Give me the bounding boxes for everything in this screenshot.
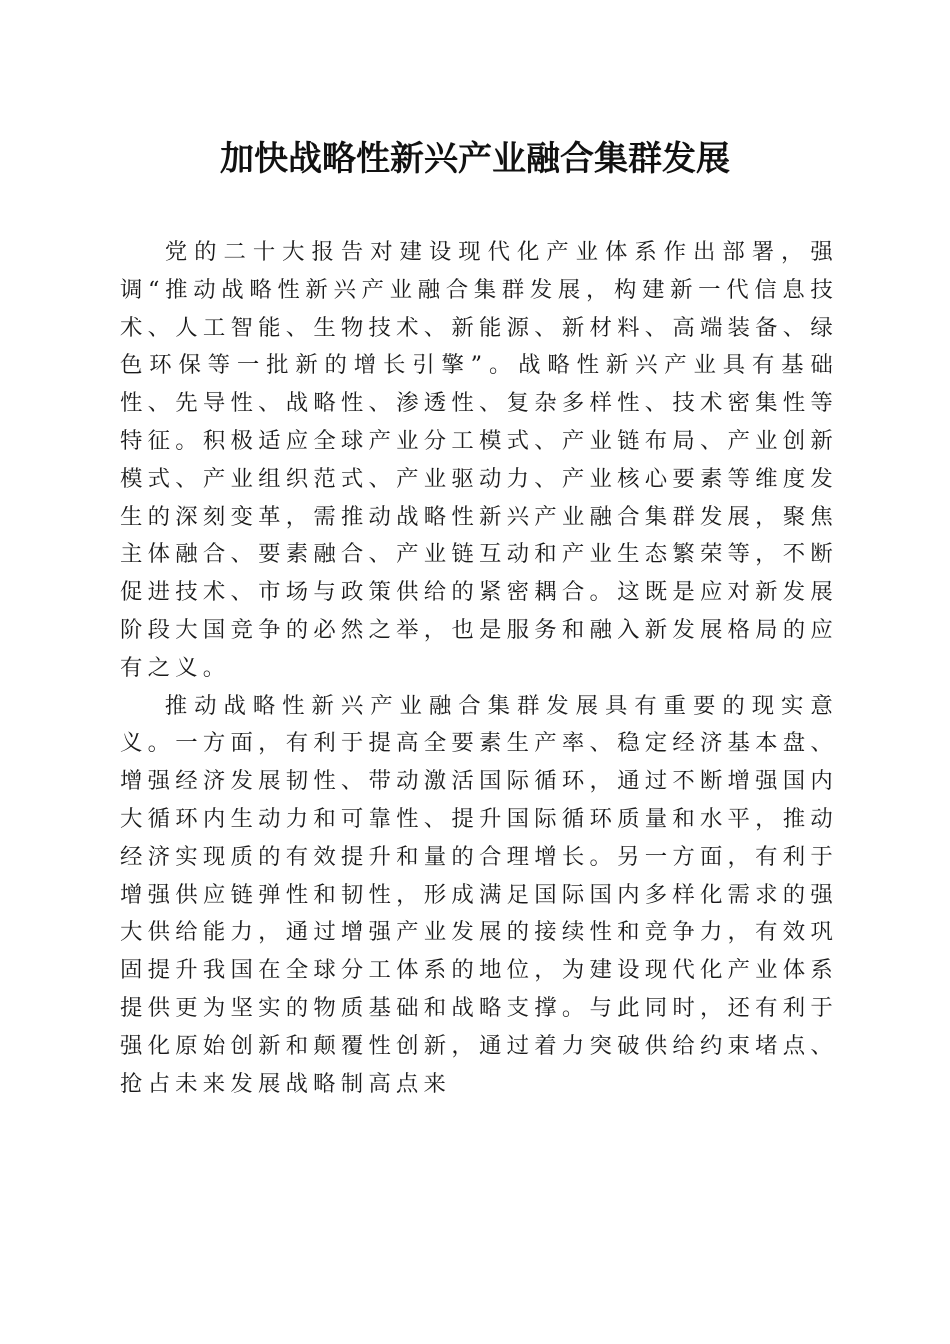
- document-title: 加快战略性新兴产业融合集群发展: [220, 139, 730, 179]
- paragraph-1: 党的二十大报告对建设现代化产业体系作出部署，强调“推动战略性新兴产业融合集群发展，构建新一代信息技术、人工智能、生物技术、新能源、新材料、高端装备、绿色环保等一批新的增长引擎”。战略性新兴产业具有基础性、先导性、战略性、渗透性、复杂多样性、技术密集性等特征。积极适应全球产业分工模式、产业链布局、产业创新模式、产业组织范式、产业驱动力、产业核心要素等维度发生的深刻变革，需推动战略性新兴产业融合集群发展，聚焦主体融合、要素融合、产业链互动和产业生态繁荣等，不断促进技术、市场与政策供给的紧密耦合。这既是应对新发展阶段大国竞争的必然之举，也是服务和融入新发展格局的应有之义。: [120, 239, 838, 681]
- paragraph-2: 推动战略性新兴产业融合集群发展具有重要的现实意义。一方面，有利于提高全要素生产率、稳定经济基本盘、增强经济发展韧性、带动激活国际循环，通过不断增强国内大循环内生动力和可靠性、提升国际循环质量和水平，推动经济实现质的有效提升和量的合理增长。另一方面，有利于增强供应链弹性和韧性，形成满足国际国内多样化需求的强大供给能力，通过增强产业发展的接续性和竞争力，有效巩固提升我国在全球分工体系的地位，为建设现代化产业体系提供更为坚实的物质基础和战略支撑。与此同时，还有利于强化原始创新和颠覆性创新，通过着力突破供给约束堵点、抢占未来发展战略制高点来: [120, 692, 838, 1097]
- document-body: [120, 234, 838, 1103]
